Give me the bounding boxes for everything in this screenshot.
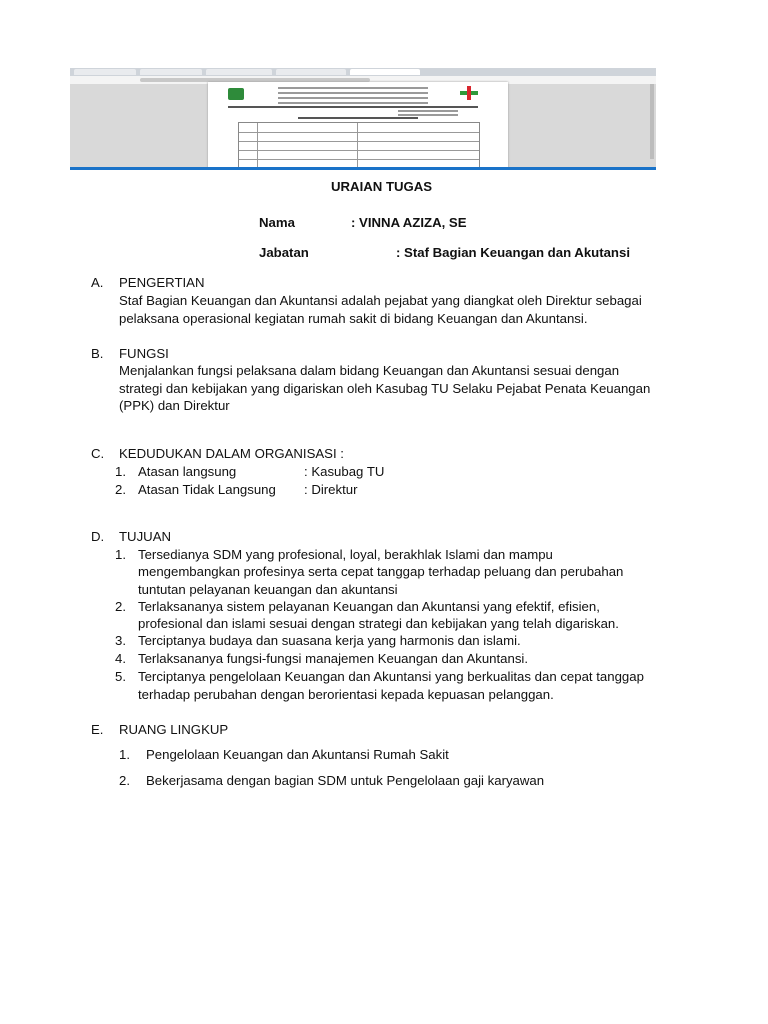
paragraph-line: strategi dan kebijakan yang digariskan oleh Kasubag TU Selaku Pejabat Penata Keuangan	[119, 381, 651, 396]
list-number: 2.	[119, 773, 130, 788]
list-item-line: Terlaksananya sistem pelayanan Keuangan dan Akuntansi yang efektif, efisien,	[138, 599, 600, 614]
list-item-line: Terciptanya budaya dan suasana kerja yang harmonis dan islami.	[138, 633, 521, 648]
document-title: URAIAN TUGAS	[331, 179, 433, 194]
position-label: Jabatan	[259, 245, 309, 260]
list-number: 1.	[115, 464, 126, 479]
paragraph-line: (PPK) dan Direktur	[119, 398, 230, 413]
browser-tab	[206, 69, 272, 75]
list-number: 2.	[115, 482, 126, 497]
list-item-line: profesional dan islami sesuai dengan strategi dan kebijakan yang telah digariskan.	[138, 616, 619, 631]
embedded-screenshot	[70, 68, 656, 170]
browser-tab	[276, 69, 346, 75]
list-item-line: terhadap perubahan dengan berorientasi kepada kepuasan pelanggan.	[138, 687, 554, 702]
paragraph-line: pelaksana operasional kegiatan rumah sakit di bidang Keuangan dan Akuntansi.	[119, 311, 588, 326]
paragraph-line: Staf Bagian Keuangan dan Akuntansi adalah pejabat yang diangkat oleh Direktur sebagai	[119, 293, 642, 308]
red-cross-logo-icon	[460, 86, 478, 100]
list-number: 4.	[115, 651, 126, 666]
regency-logo-icon	[228, 88, 244, 100]
letter-table	[238, 122, 480, 170]
list-item-line: Terciptanya pengelolaan Keuangan dan Akuntansi yang berkualitas dan cepat tanggap	[138, 669, 644, 684]
letter-preview	[208, 82, 508, 170]
list-number: 3.	[115, 633, 126, 648]
section-letter: E.	[91, 722, 104, 737]
paragraph-line: Menjalankan fungsi pelaksana dalam bidang Keuangan dan Akuntansi sesuai dengan	[119, 363, 620, 378]
browser-tab	[350, 69, 420, 75]
section-heading: FUNGSI	[119, 346, 169, 361]
position-value: : Staf Bagian Keuangan dan Akutansi	[396, 245, 630, 260]
name-label: Nama	[259, 215, 295, 230]
browser-tab	[140, 69, 202, 75]
list-item-value: : Direktur	[304, 482, 358, 497]
section-letter: B.	[91, 346, 104, 361]
name-value: : VINNA AZIZA, SE	[351, 215, 467, 230]
list-number: 5.	[115, 669, 126, 684]
browser-tab-strip	[70, 68, 656, 76]
section-letter: C.	[91, 446, 105, 461]
section-heading: TUJUAN	[119, 529, 172, 544]
list-number: 1.	[115, 547, 126, 562]
section-heading: RUANG LINGKUP	[119, 722, 229, 737]
list-item-value: : Kasubag TU	[304, 464, 385, 479]
list-number: 1.	[119, 747, 130, 762]
list-item-line: Terlaksananya fungsi-fungsi manajemen Keuangan dan Akuntansi.	[138, 651, 529, 666]
section-letter: A.	[91, 275, 104, 290]
list-item-label: Atasan langsung	[138, 464, 237, 479]
list-item-line: tuntutan pelayanan keuangan dan akuntansi	[138, 582, 398, 597]
list-item-line: mengembangkan profesinya serta cepat tanggap terhadap peluang dan perubahan	[138, 564, 624, 579]
section-heading: PENGERTIAN	[119, 275, 205, 290]
list-item-line: Tersedianya SDM yang profesional, loyal, berakhlak Islami dan mampu	[138, 547, 553, 562]
list-item-text: Bekerjasama dengan bagian SDM untuk Pengelolaan gaji karyawan	[146, 773, 545, 788]
scrollbar	[650, 84, 654, 159]
section-letter: D.	[91, 529, 105, 544]
browser-tab	[74, 69, 136, 75]
section-heading: KEDUDUKAN DALAM ORGANISASI :	[119, 446, 344, 461]
list-item-label: Atasan Tidak Langsung	[138, 482, 276, 497]
list-item-text: Pengelolaan Keuangan dan Akuntansi Rumah Sakit	[146, 747, 449, 762]
list-number: 2.	[115, 599, 126, 614]
